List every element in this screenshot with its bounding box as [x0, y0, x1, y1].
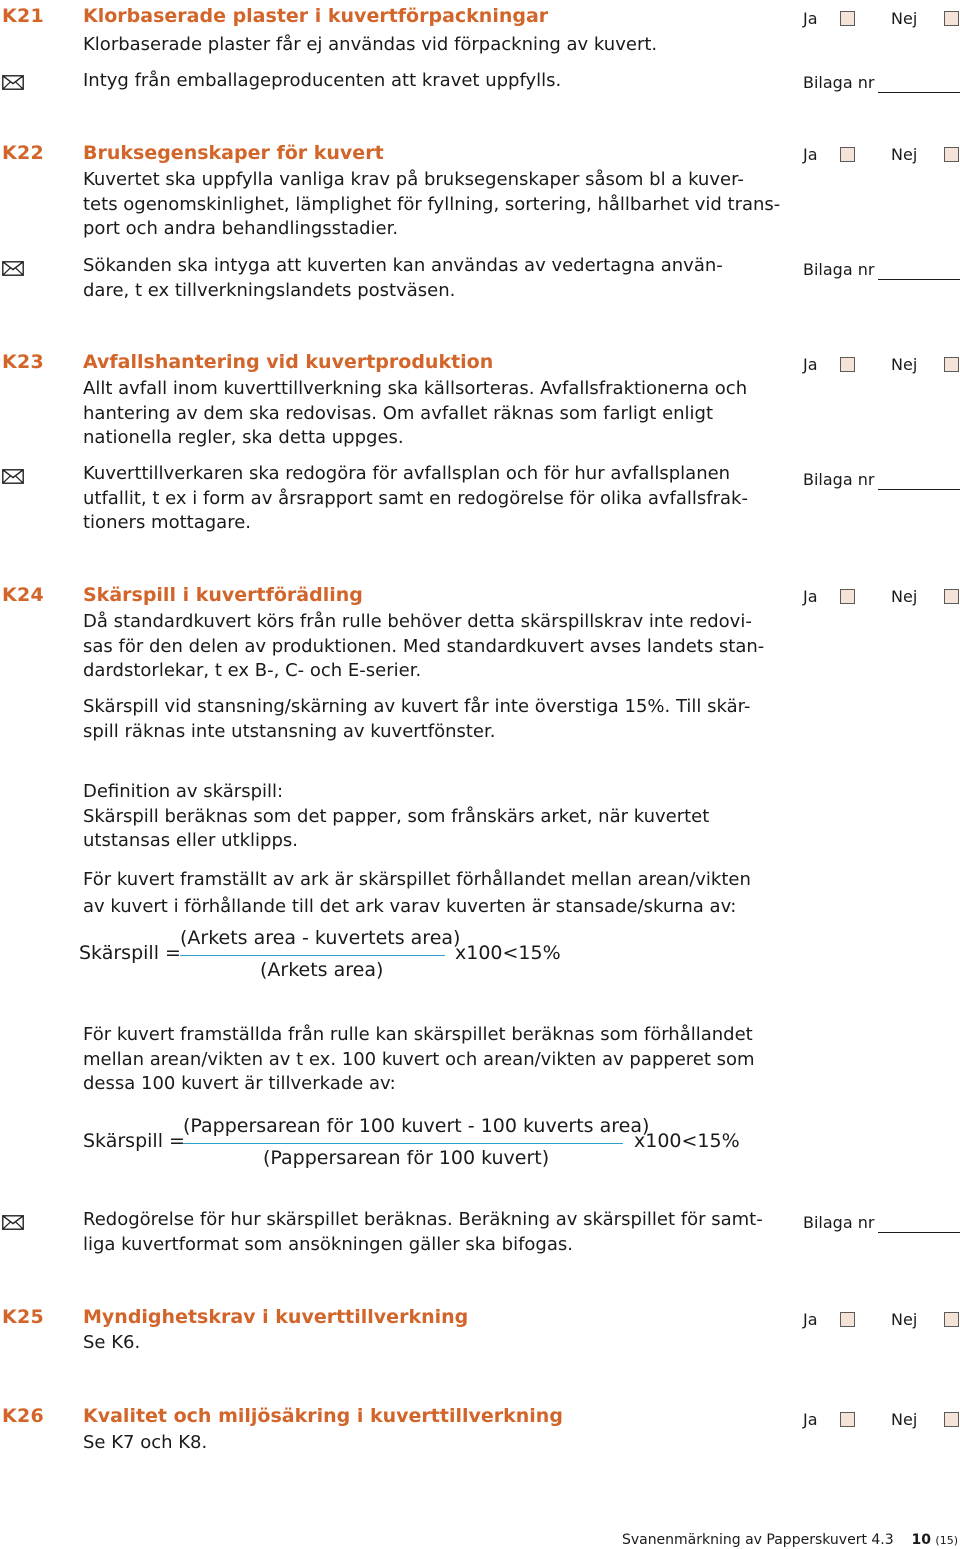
formula-tail: x100<15%: [455, 942, 561, 964]
bilaga-field: [803, 260, 960, 282]
formula-numerator: (Arkets area - kuvertets area): [180, 927, 461, 949]
requirement-text: [83, 1331, 763, 1356]
ja-checkbox[interactable]: [840, 147, 855, 162]
text-line: Redogörelse för hur skärspillet beräknas. Beräkning av skärspillet för samt-: [83, 1209, 763, 1230]
requirement-text: [83, 1431, 763, 1456]
requirement-title: Skärspill i kuvertförädling: [83, 584, 363, 606]
page-footer: [622, 1532, 958, 1548]
ja-nej-checkboxes: [803, 1410, 960, 1430]
text-line: Klorbaserade plaster får ej användas vid förpackning av kuvert.: [83, 34, 658, 55]
nej-label: Nej: [891, 587, 918, 606]
bilaga-field: [803, 470, 960, 492]
ja-label: Ja: [803, 9, 818, 28]
proof-text: [83, 69, 763, 94]
text-line: Se K6.: [83, 1332, 141, 1353]
text-line: Kuverttillverkaren ska redogöra för avfallsplan och för hur avfallsplanen: [83, 463, 731, 484]
text-line: dessa 100 kuvert är tillverkade av:: [83, 1073, 396, 1094]
requirement-text: [83, 33, 763, 58]
nej-checkbox[interactable]: [944, 147, 959, 162]
text-line: Kuvertet ska uppfylla vanliga krav på bruksegenskaper såsom bl a kuver-: [83, 169, 744, 190]
text-line: sas för den delen av produktionen. Med standardkuvert avses landets stan-: [83, 635, 765, 657]
nej-label: Nej: [891, 355, 918, 374]
formula-denominator: (Pappersarean för 100 kuvert): [263, 1147, 550, 1169]
formula-label: Skärspill =: [79, 942, 181, 964]
text-line: Definition av skärspill:: [83, 781, 284, 802]
ja-checkbox[interactable]: [840, 1412, 855, 1427]
text-line: spill räknas inte utstansning av kuvertfönster.: [83, 720, 496, 742]
requirement-code: K21: [2, 5, 45, 27]
requirement-text: [83, 377, 763, 451]
formula-label: Skärspill =: [83, 1130, 185, 1152]
requirement-code: K26: [2, 1405, 45, 1427]
nej-checkbox[interactable]: [944, 589, 959, 604]
envelope-icon: [2, 261, 24, 276]
ja-checkbox[interactable]: [840, 589, 855, 604]
requirement-title: Klorbaserade plaster i kuvertförpackningar: [83, 5, 549, 27]
bilaga-label: Bilaga nr: [803, 73, 875, 92]
text-line: mellan arean/vikten av t ex. 100 kuvert och arean/vikten av papperet som: [83, 1048, 755, 1070]
text-line: För kuvert framställt av ark är skärspillet förhållandet mellan arean/vikten: [83, 869, 751, 890]
footer-page-number: 10: [911, 1532, 931, 1548]
requirement-text: [83, 695, 763, 744]
requirement-code: K22: [2, 142, 45, 164]
bilaga-label: Bilaga nr: [803, 260, 875, 279]
sheet-text: [83, 866, 763, 920]
envelope-icon: [2, 75, 24, 90]
nej-label: Nej: [891, 1410, 918, 1429]
footer-page-total: (15): [935, 1534, 958, 1547]
text-line: tioners mottagare.: [83, 512, 252, 533]
ja-checkbox[interactable]: [840, 1312, 855, 1327]
ja-nej-checkboxes: [803, 145, 960, 165]
bilaga-label: Bilaga nr: [803, 1213, 875, 1232]
envelope-icon: [2, 469, 24, 484]
requirement-text: [83, 168, 781, 242]
text-line: Intyg från emballageproducenten att kravet uppfylls.: [83, 70, 562, 91]
ja-label: Ja: [803, 1310, 818, 1329]
requirement-title: Myndighetskrav i kuverttillverkning: [83, 1306, 469, 1328]
definition-text: [83, 780, 763, 854]
formula-tail: x100<15%: [634, 1130, 740, 1152]
text-line: utstansas eller utklipps.: [83, 830, 298, 851]
ja-checkbox[interactable]: [840, 357, 855, 372]
proof-text: [83, 254, 763, 303]
nej-checkbox[interactable]: [944, 1412, 959, 1427]
requirement-text: [83, 610, 763, 684]
ja-nej-checkboxes: [803, 587, 960, 607]
text-line: Skärspill beräknas som det papper, som frånskärs arket, när kuvertet: [83, 805, 710, 827]
nej-checkbox[interactable]: [944, 11, 959, 26]
requirement-code: K24: [2, 584, 45, 606]
nej-label: Nej: [891, 9, 918, 28]
nej-checkbox[interactable]: [944, 1312, 959, 1327]
ja-label: Ja: [803, 1410, 818, 1429]
bilaga-field: [803, 1213, 960, 1235]
text-line: Sökanden ska intyga att kuverten kan användas av vedertagna använ-: [83, 255, 723, 276]
bilaga-label: Bilaga nr: [803, 470, 875, 489]
ja-nej-checkboxes: [803, 355, 960, 375]
bilaga-input-line[interactable]: [878, 279, 960, 280]
requirement-code: K25: [2, 1306, 45, 1328]
fraction-bar: [183, 1143, 623, 1144]
text-line: hantering av dem ska redovisas. Om avfallet räknas som farligt enligt: [83, 402, 714, 424]
nej-checkbox[interactable]: [944, 357, 959, 372]
ja-label: Ja: [803, 145, 818, 164]
bilaga-input-line[interactable]: [878, 489, 960, 490]
requirement-title: Kvalitet och miljösäkring i kuverttillverkning: [83, 1405, 563, 1427]
roll-text: [83, 1023, 763, 1097]
text-line: port och andra behandlingsstadier.: [83, 218, 399, 239]
text-line: Se K7 och K8.: [83, 1432, 208, 1453]
formula-denominator: (Arkets area): [260, 959, 384, 981]
fraction-bar: [180, 955, 445, 956]
bilaga-field: [803, 73, 960, 95]
text-line: dardstorlekar, t ex B-, C- och E-serier.: [83, 660, 422, 681]
ja-label: Ja: [803, 587, 818, 606]
proof-text: [83, 462, 763, 536]
formula-roll: [0, 1112, 960, 1172]
text-line: dare, t ex tillverkningslandets postväsen.: [83, 279, 456, 301]
formula-sheet: [0, 925, 960, 985]
envelope-icon: [2, 1215, 24, 1230]
text-line: av kuvert i förhållande till det ark varav kuverten är stansade/skurna av:: [83, 896, 737, 917]
text-line: Då standardkuvert körs från rulle behöver detta skärspillskrav inte redovi-: [83, 611, 752, 632]
ja-label: Ja: [803, 355, 818, 374]
text-line: För kuvert framställda från rulle kan skärspillet beräknas som förhållandet: [83, 1024, 753, 1045]
text-line: nationella regler, ska detta uppges.: [83, 427, 404, 448]
nej-label: Nej: [891, 1310, 918, 1329]
proof-text: [83, 1208, 763, 1257]
text-line: Skärspill vid stansning/skärning av kuvert får inte överstiga 15%. Till skär-: [83, 696, 751, 717]
requirement-title: Bruksegenskaper för kuvert: [83, 142, 384, 164]
ja-nej-checkboxes: [803, 1310, 960, 1330]
formula-numerator: (Pappersarean för 100 kuvert - 100 kuverts area): [183, 1115, 650, 1137]
requirement-title: Avfallshantering vid kuvertproduktion: [83, 351, 494, 373]
text-line: Allt avfall inom kuverttillverkning ska källsorteras. Avfallsfraktionerna och: [83, 378, 748, 399]
nej-label: Nej: [891, 145, 918, 164]
text-line: tets ogenomskinlighet, lämplighet för fyllning, sortering, hållbarhet vid trans-: [83, 193, 781, 215]
text-line: utfallit, t ex i form av årsrapport samt en redogörelse för olika avfallsfrak-: [83, 487, 748, 509]
ja-nej-checkboxes: [803, 9, 960, 29]
requirement-code: K23: [2, 351, 45, 373]
text-line: liga kuvertformat som ansökningen gäller ska bifogas.: [83, 1233, 573, 1255]
bilaga-input-line[interactable]: [878, 1232, 960, 1233]
ja-checkbox[interactable]: [840, 11, 855, 26]
bilaga-input-line[interactable]: [878, 92, 960, 93]
footer-document: Svanenmärkning av Papperskuvert 4.3: [621, 1532, 894, 1548]
